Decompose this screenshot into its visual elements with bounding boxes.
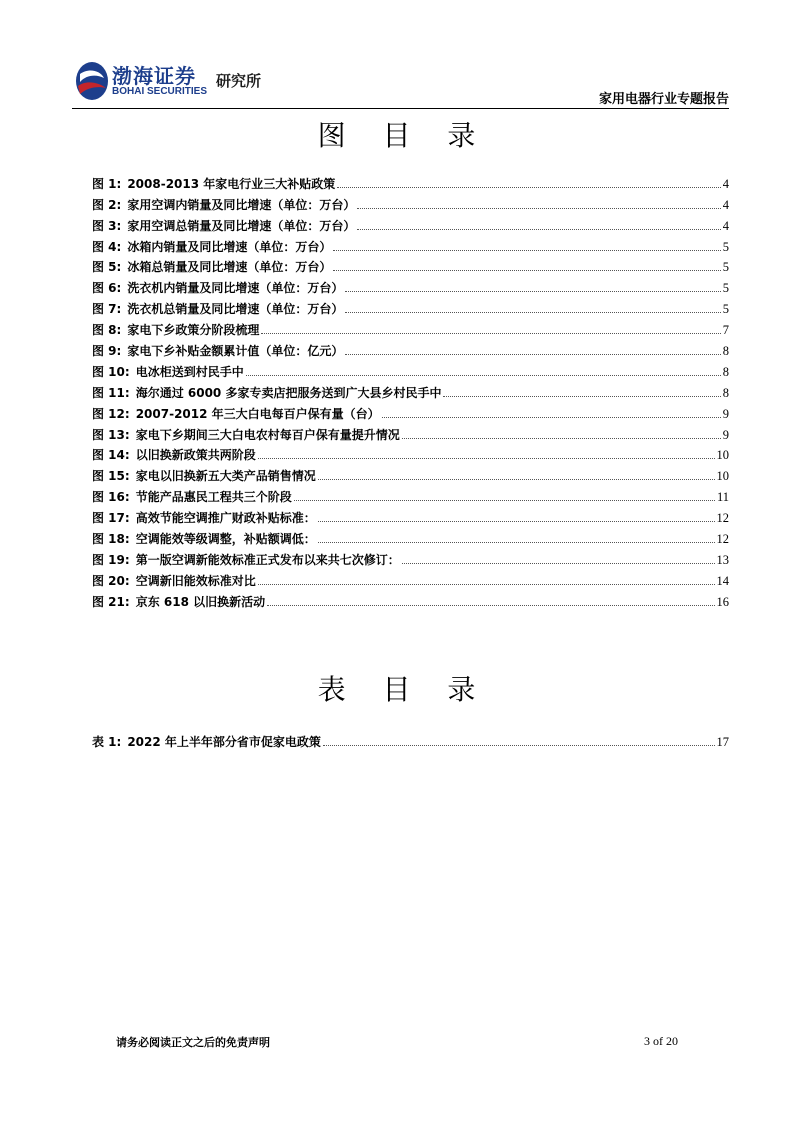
figure-toc-label: 图 12:	[92, 406, 130, 421]
figure-toc-entry[interactable]	[92, 170, 729, 191]
dot-leader	[318, 521, 715, 522]
figure-toc-entry[interactable]	[92, 442, 729, 463]
figure-toc-page: 4	[722, 218, 729, 233]
figure-toc-entry[interactable]	[92, 483, 729, 504]
figure-toc-title: 家用空调总销量及同比增速（单位：万台）	[127, 218, 356, 233]
figure-toc-title: 高效节能空调推广财政补贴标准：	[135, 511, 316, 526]
figure-toc-entry[interactable]	[92, 274, 729, 295]
figure-toc-entry[interactable]	[92, 400, 729, 421]
figure-toc-page: 7	[722, 323, 729, 338]
figure-toc-label: 图 13:	[92, 427, 130, 442]
dot-leader	[267, 605, 714, 606]
figure-toc-label: 图 7:	[92, 302, 122, 317]
figure-toc-page: 5	[722, 302, 729, 317]
figure-toc-label: 图 15:	[92, 469, 130, 484]
header-divider	[72, 108, 729, 109]
figure-toc-title: 冰箱内销量及同比增速（单位：万台）	[127, 239, 332, 254]
figure-toc-page: 8	[722, 364, 729, 379]
figure-toc-page: 16	[716, 594, 729, 609]
figure-toc-page: 13	[716, 552, 729, 567]
dot-leader	[443, 396, 720, 397]
figure-toc-page: 9	[722, 427, 729, 442]
figure-toc-page: 8	[722, 385, 729, 400]
figure-toc-page: 5	[722, 239, 729, 254]
page-number: 3 of 20	[644, 1034, 678, 1048]
figure-toc-title: 洗衣机总销量及同比增速（单位：万台）	[127, 302, 344, 317]
figure-toc-title: 以旧换新政策共两阶段	[135, 448, 256, 463]
figure-toc-page: 5	[722, 281, 729, 296]
figure-toc-entry[interactable]	[92, 212, 729, 233]
dot-leader	[402, 438, 721, 439]
figure-toc-title: 2007-2012 年三大白电每百户保有量（台）	[135, 406, 380, 421]
figure-toc-page: 4	[722, 176, 729, 191]
figure-toc-title: 家电下乡补贴金额累计值（单位：亿元）	[127, 344, 344, 359]
figure-toc-entry[interactable]	[92, 316, 729, 337]
figure-toc-page: 4	[722, 197, 729, 212]
figure-toc-page: 11	[716, 490, 729, 505]
tables-toc-title: 表 目 录	[317, 673, 490, 706]
table-toc-title: 2022 年上半年部分省市促家电政策	[127, 734, 321, 749]
figure-toc-title: 冰箱总销量及同比增速（单位：万台）	[127, 260, 332, 275]
figure-toc-entry[interactable]	[92, 462, 729, 483]
figure-toc-page: 12	[716, 511, 729, 526]
figure-toc-title: 海尔通过 6000 多家专卖店把服务送到广大县乡村民手中	[135, 385, 442, 400]
bohai-securities-logo	[74, 58, 274, 104]
figure-toc-page: 8	[722, 344, 729, 359]
figure-toc-entry[interactable]	[92, 567, 729, 588]
figure-toc-label: 图 11:	[92, 385, 130, 400]
figure-toc-page: 9	[722, 406, 729, 421]
figure-toc-label: 图 1:	[92, 176, 122, 191]
report-title: 家用电器行业专题报告	[598, 92, 729, 107]
table-toc-label: 表 1:	[92, 734, 122, 749]
dot-leader	[345, 354, 720, 355]
figure-toc-label: 图 21:	[92, 594, 130, 609]
figure-toc-label: 图 2:	[92, 197, 122, 212]
figure-toc-label: 图 16:	[92, 490, 130, 505]
figure-toc-label: 图 9:	[92, 344, 122, 359]
figure-toc-entry[interactable]	[92, 358, 729, 379]
dot-leader	[258, 584, 715, 585]
figure-toc-label: 图 4:	[92, 239, 122, 254]
figure-toc-title: 家电下乡政策分阶段梳理	[127, 323, 260, 338]
table-toc-page: 17	[716, 734, 729, 749]
disclaimer-note: 请务必阅读正文之后的免责声明	[116, 1036, 270, 1049]
dot-leader	[318, 542, 715, 543]
figure-toc-entry[interactable]	[92, 191, 729, 212]
figure-toc-label: 图 19:	[92, 552, 130, 567]
figure-toc-label: 图 18:	[92, 532, 130, 547]
figure-toc-entry[interactable]	[92, 504, 729, 525]
dot-leader	[318, 479, 715, 480]
figure-toc-page: 12	[716, 532, 729, 547]
dot-leader	[345, 312, 720, 313]
dot-leader	[294, 500, 715, 501]
figure-toc-entry[interactable]	[92, 379, 729, 400]
figure-toc-entry[interactable]	[92, 421, 729, 442]
logo-institute: 研究所	[216, 72, 262, 90]
bohai-logo-icon	[74, 60, 110, 102]
figure-toc-label: 图 20:	[92, 573, 130, 588]
dot-leader	[261, 333, 720, 334]
figures-toc-title: 图 目 录	[317, 119, 490, 152]
figure-toc-title: 电冰柜送到村民手中	[135, 364, 244, 379]
figure-toc-title: 京东 618 以旧换新活动	[135, 594, 266, 609]
figure-toc-label: 图 8:	[92, 323, 122, 338]
dot-leader	[382, 417, 721, 418]
figure-toc-title: 节能产品惠民工程共三个阶段	[135, 490, 292, 505]
figure-toc-title: 家电下乡期间三大白电农村每百户保有量提升情况	[135, 427, 400, 442]
figure-toc-page: 10	[716, 469, 729, 484]
dot-leader	[333, 270, 720, 271]
figure-toc-title: 空调新旧能效标准对比	[135, 573, 256, 588]
figure-toc-page: 5	[722, 260, 729, 275]
dot-leader	[258, 458, 715, 459]
figure-toc-title: 洗衣机内销量及同比增速（单位：万台）	[127, 281, 344, 296]
dot-leader	[345, 291, 720, 292]
figure-toc-title: 2008-2013 年家电行业三大补贴政策	[127, 176, 336, 191]
dot-leader	[323, 745, 715, 746]
figures-toc-list	[92, 170, 729, 609]
figure-toc-entry[interactable]	[92, 295, 729, 316]
figure-toc-title: 第一版空调新能效标准正式发布以来共七次修订：	[135, 552, 400, 567]
dot-leader	[246, 375, 721, 376]
logo-name-cn: 渤海证券	[112, 64, 196, 88]
figure-toc-page: 14	[716, 573, 729, 588]
figure-toc-label: 图 14:	[92, 448, 130, 463]
dot-leader	[337, 187, 720, 188]
figure-toc-label: 图 10:	[92, 364, 130, 379]
figure-toc-label: 图 3:	[92, 218, 122, 233]
figure-toc-label: 图 17:	[92, 511, 130, 526]
figure-toc-entry[interactable]	[92, 233, 729, 254]
figure-toc-title: 家电以旧换新五大类产品销售情况	[135, 469, 316, 484]
figure-toc-label: 图 6:	[92, 281, 122, 296]
logo-name-en: BOHAI SECURITIES	[112, 86, 208, 97]
tables-toc-list	[92, 728, 729, 749]
dot-leader	[402, 563, 715, 564]
dot-leader	[357, 208, 720, 209]
figure-toc-entry[interactable]	[92, 337, 729, 358]
dot-leader	[333, 250, 720, 251]
figure-toc-title: 空调能效等级调整，补贴额调低：	[135, 532, 316, 547]
figure-toc-label: 图 5:	[92, 260, 122, 275]
figure-toc-entry[interactable]	[92, 254, 729, 275]
dot-leader	[357, 229, 720, 230]
figure-toc-title: 家用空调内销量及同比增速（单位：万台）	[127, 197, 356, 212]
figure-toc-entry[interactable]	[92, 588, 729, 609]
table-toc-entry[interactable]	[92, 728, 729, 749]
figure-toc-page: 10	[716, 448, 729, 463]
figure-toc-entry[interactable]	[92, 525, 729, 546]
figure-toc-entry[interactable]	[92, 546, 729, 567]
